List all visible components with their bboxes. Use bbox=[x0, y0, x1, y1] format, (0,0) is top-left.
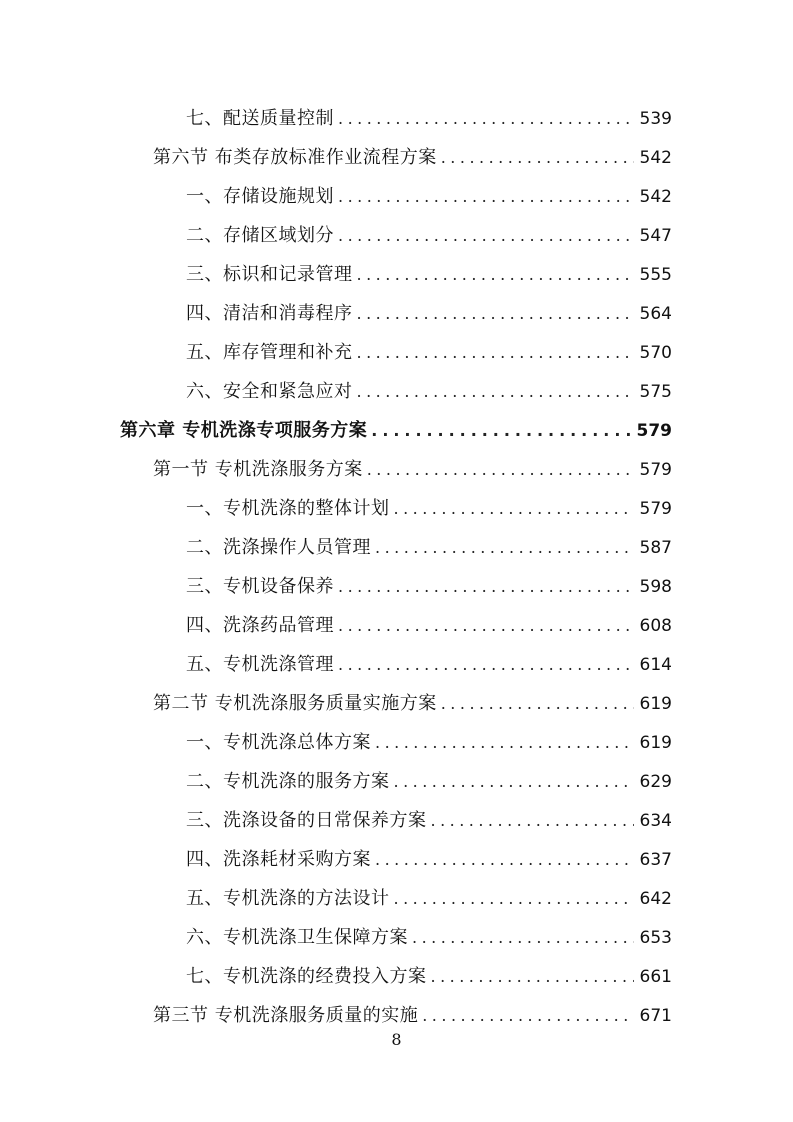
toc-entry[interactable] bbox=[0, 138, 793, 177]
toc-entry-page: 570 bbox=[639, 342, 672, 363]
toc-entry-page: 642 bbox=[639, 888, 672, 909]
toc-entry-page: 671 bbox=[639, 1005, 672, 1026]
toc-leader-dots bbox=[422, 1004, 633, 1028]
toc-entry[interactable] bbox=[0, 840, 793, 879]
toc-entry[interactable] bbox=[0, 684, 793, 723]
toc-entry-title: 四、洗涤药品管理 bbox=[186, 614, 334, 636]
toc-entry[interactable] bbox=[0, 489, 793, 528]
toc-entry-page: 555 bbox=[639, 264, 672, 285]
toc-entry[interactable] bbox=[0, 567, 793, 606]
toc-entry-page: 653 bbox=[639, 927, 672, 948]
toc-entry[interactable] bbox=[0, 801, 793, 840]
toc-entry-title: 二、洗涤操作人员管理 bbox=[186, 536, 371, 558]
toc-leader-dots bbox=[394, 770, 634, 794]
toc-entry-title: 四、清洁和消毒程序 bbox=[186, 302, 353, 324]
toc-entry-page: 587 bbox=[639, 537, 672, 558]
toc-entry-page: 579 bbox=[636, 420, 672, 441]
toc-entry[interactable] bbox=[0, 723, 793, 762]
toc-leader-dots bbox=[431, 809, 634, 833]
toc-entry-title: 三、标识和记录管理 bbox=[186, 263, 353, 285]
toc-entry[interactable] bbox=[0, 762, 793, 801]
toc-entry-title: 一、专机洗涤总体方案 bbox=[186, 731, 371, 753]
toc-entry-title: 五、专机洗涤管理 bbox=[186, 653, 334, 675]
toc-leader-dots bbox=[357, 380, 634, 404]
toc-leader-dots bbox=[338, 107, 634, 131]
toc-entry-page: 579 bbox=[639, 459, 672, 480]
toc-leader-dots bbox=[394, 497, 634, 521]
toc-entry-page: 661 bbox=[639, 966, 672, 987]
toc-entry-title: 三、洗涤设备的日常保养方案 bbox=[186, 809, 427, 831]
toc-leader-dots bbox=[441, 146, 634, 170]
toc-entry[interactable] bbox=[0, 177, 793, 216]
toc-entry-page: 629 bbox=[639, 771, 672, 792]
toc-leader-dots bbox=[412, 926, 634, 950]
toc-entry[interactable] bbox=[0, 333, 793, 372]
toc-entry[interactable] bbox=[0, 879, 793, 918]
toc-entry-title: 二、存储区域划分 bbox=[186, 224, 334, 246]
toc-leader-dots bbox=[375, 848, 634, 872]
toc-entry-page: 637 bbox=[639, 849, 672, 870]
toc-leader-dots bbox=[357, 341, 634, 365]
toc-entry-title: 三、专机设备保养 bbox=[186, 575, 334, 597]
toc-entry[interactable] bbox=[0, 645, 793, 684]
toc-leader-dots bbox=[375, 731, 634, 755]
toc-leader-dots bbox=[338, 224, 634, 248]
toc-entry-page: 614 bbox=[639, 654, 672, 675]
toc-entry-title: 六、安全和紧急应对 bbox=[186, 380, 353, 402]
toc-entry-page: 542 bbox=[639, 186, 672, 207]
toc-leader-dots bbox=[357, 263, 634, 287]
toc-entry-title: 第三节 专机洗涤服务质量的实施 bbox=[153, 1004, 419, 1026]
toc-leader-dots bbox=[338, 575, 634, 599]
toc-leader-dots bbox=[441, 692, 634, 716]
toc-entry-title: 五、库存管理和补充 bbox=[186, 341, 353, 363]
toc-entry-title: 一、存储设施规划 bbox=[186, 185, 334, 207]
toc-entry-page: 542 bbox=[639, 147, 672, 168]
toc-entry[interactable] bbox=[0, 255, 793, 294]
toc-entry[interactable] bbox=[0, 957, 793, 996]
toc-entry-title: 五、专机洗涤的方法设计 bbox=[186, 887, 390, 909]
toc-entry-page: 564 bbox=[639, 303, 672, 324]
toc-entry-page: 619 bbox=[639, 732, 672, 753]
toc-entry-title: 第六节 布类存放标准作业流程方案 bbox=[153, 146, 437, 168]
toc-entry[interactable] bbox=[0, 450, 793, 489]
toc-leader-dots bbox=[338, 653, 634, 677]
toc-entry-title: 一、专机洗涤的整体计划 bbox=[186, 497, 390, 519]
toc-entry-page: 575 bbox=[639, 381, 672, 402]
toc-entry-title: 七、专机洗涤的经费投入方案 bbox=[186, 965, 427, 987]
toc-entry-title: 七、配送质量控制 bbox=[186, 107, 334, 129]
toc-entry[interactable] bbox=[0, 294, 793, 333]
toc-entry-page: 608 bbox=[639, 615, 672, 636]
toc-entry-title: 六、专机洗涤卫生保障方案 bbox=[186, 926, 408, 948]
toc-entry-title: 第二节 专机洗涤服务质量实施方案 bbox=[153, 692, 437, 714]
toc-entry[interactable] bbox=[0, 99, 793, 138]
toc-entry-page: 619 bbox=[639, 693, 672, 714]
toc-entry[interactable] bbox=[0, 606, 793, 645]
toc-leader-dots bbox=[357, 302, 634, 326]
toc-entry[interactable] bbox=[0, 528, 793, 567]
toc-entry[interactable] bbox=[0, 918, 793, 957]
toc-entry-page: 539 bbox=[639, 108, 672, 129]
toc-entry-page: 634 bbox=[639, 810, 672, 831]
toc-leader-dots bbox=[338, 614, 634, 638]
page-number: 8 bbox=[391, 1030, 402, 1049]
toc-entry-title: 第六章 专机洗涤专项服务方案 bbox=[120, 419, 368, 441]
toc-entry-page: 547 bbox=[639, 225, 672, 246]
toc-entry-title: 四、洗涤耗材采购方案 bbox=[186, 848, 371, 870]
toc-entry-page: 598 bbox=[639, 576, 672, 597]
toc-leader-dots bbox=[367, 458, 634, 482]
table-of-contents bbox=[0, 99, 793, 1035]
toc-leader-dots bbox=[394, 887, 634, 911]
toc-entry[interactable] bbox=[0, 372, 793, 411]
toc-leader-dots bbox=[375, 536, 634, 560]
toc-entry-title: 第一节 专机洗涤服务方案 bbox=[153, 458, 363, 480]
toc-entry-page: 579 bbox=[639, 498, 672, 519]
toc-entry[interactable] bbox=[0, 216, 793, 255]
toc-entry[interactable] bbox=[0, 411, 793, 450]
toc-leader-dots bbox=[431, 965, 634, 989]
toc-leader-dots bbox=[371, 419, 630, 443]
toc-leader-dots bbox=[338, 185, 634, 209]
toc-entry-title: 二、专机洗涤的服务方案 bbox=[186, 770, 390, 792]
